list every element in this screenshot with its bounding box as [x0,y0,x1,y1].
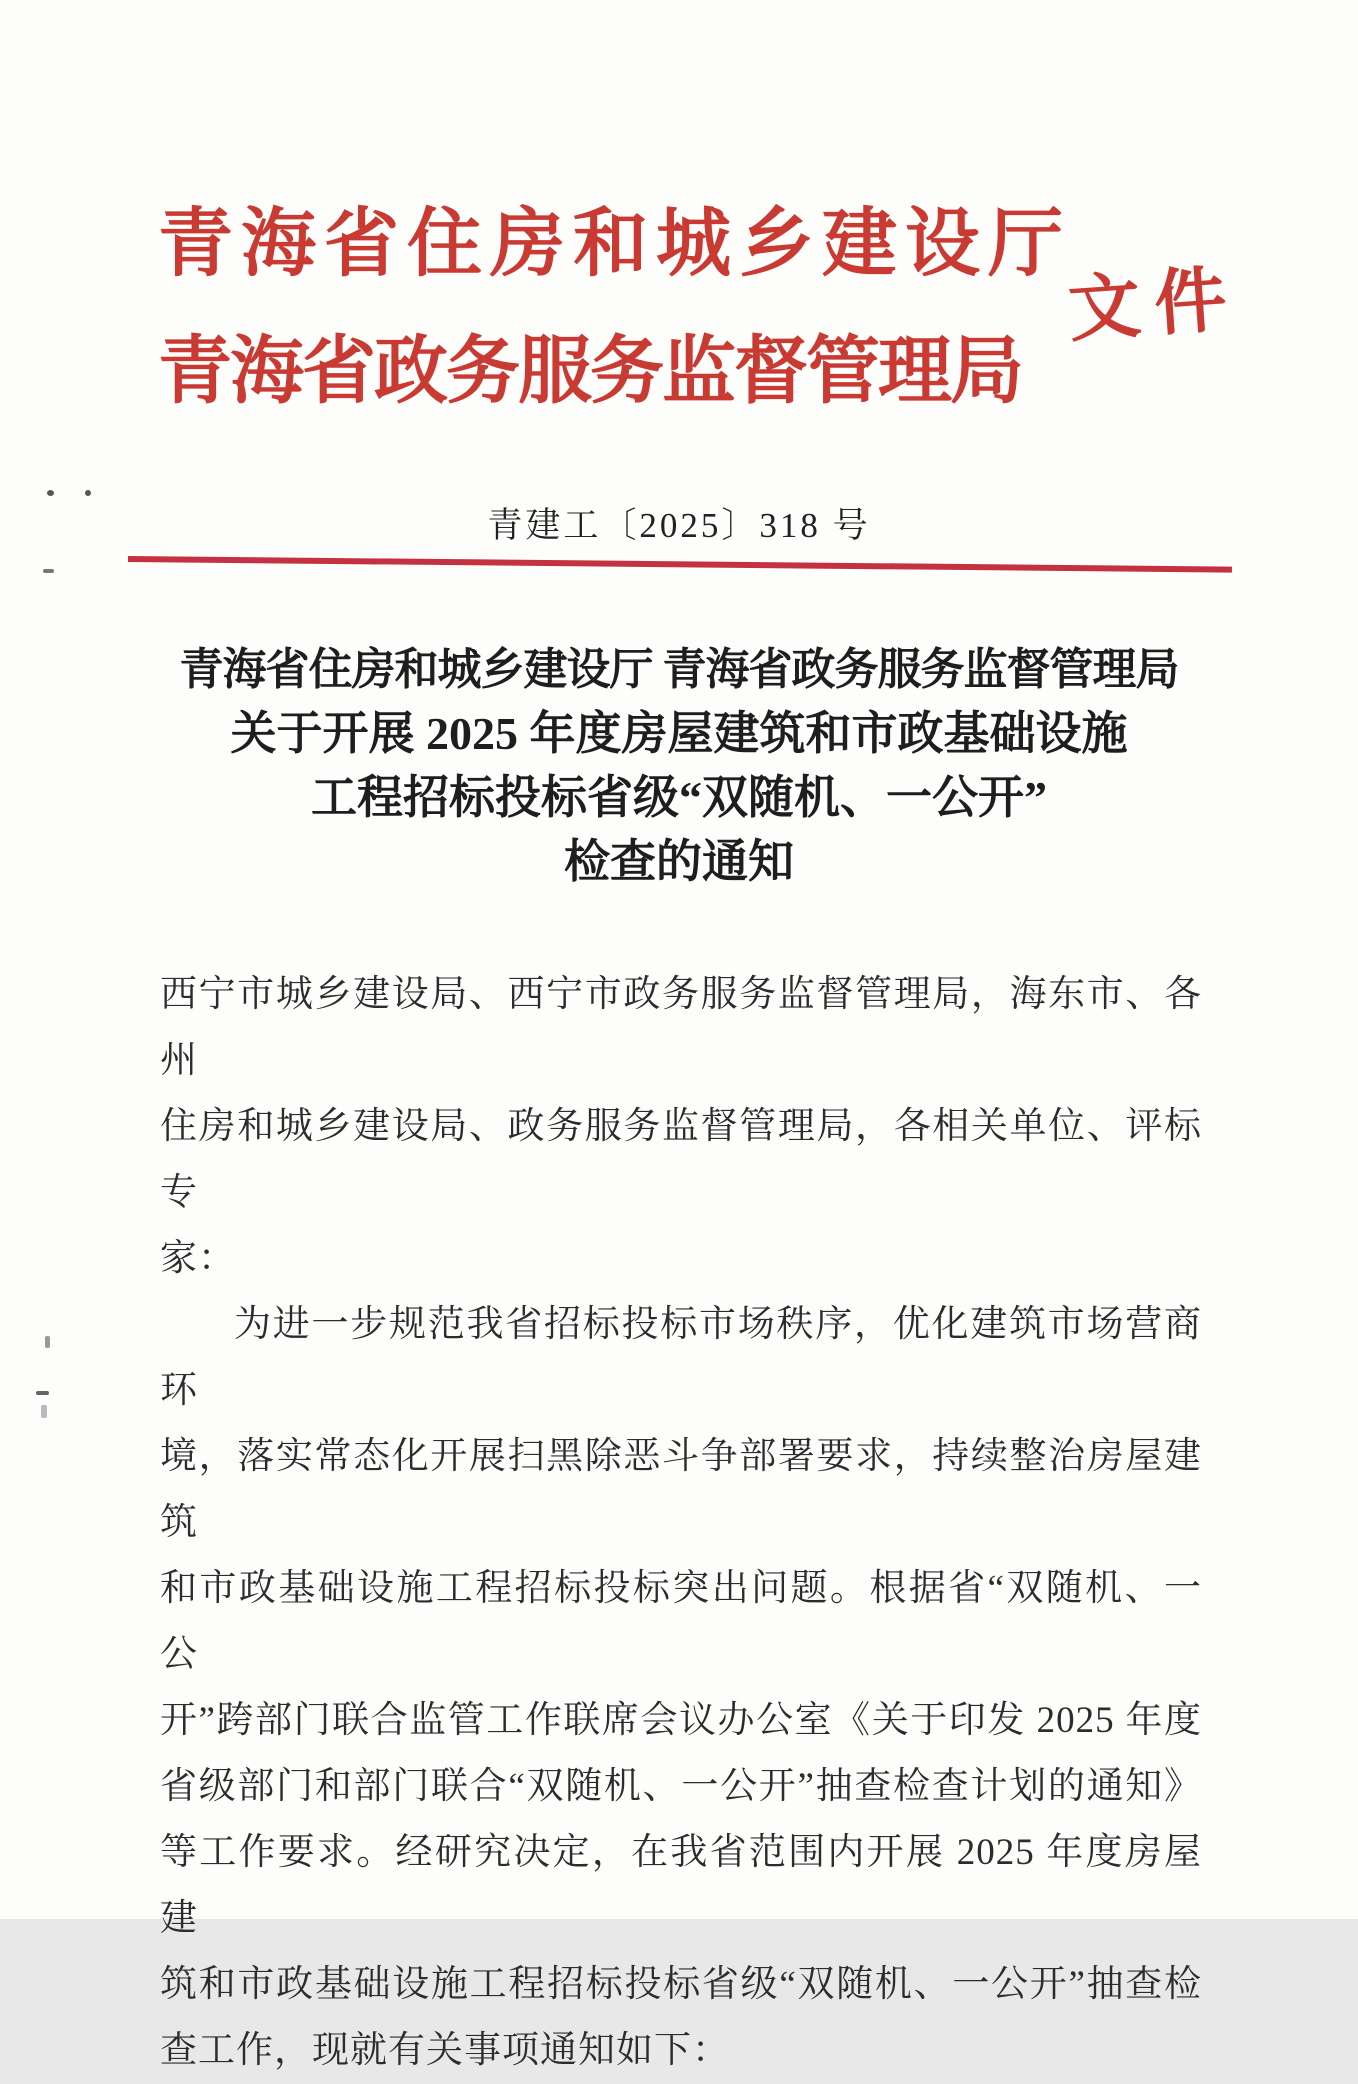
paragraph-line: 省级部门和部门联合“双随机、一公开”抽查检查计划的通知》 [160,1766,1202,1807]
agency-name-secondary: 青海省政务服务监督管理局 [158,331,1022,413]
paragraph-line: 为进一步规范我省招标投标市场秩序，优化建筑市场营商环 [160,1304,1202,1411]
scan-speck [85,490,91,496]
title-line-4: 检查的通知 [564,836,794,887]
scan-speck [36,1391,49,1395]
red-separator-line [128,556,1232,573]
salutation-line: 家： [160,1238,236,1279]
paragraph-line: 境，落实常态化开展扫黑除恶斗争部署要求，持续整治房屋建筑 [160,1436,1202,1543]
paragraph-line: 筑和市政基础设施工程招标投标省级“双随机、一公开”抽查检 [160,1964,1202,2005]
title-line-3: 工程招标投标省级“双随机、一公开” [311,772,1047,823]
paragraph-line: 和市政基础设施工程招标投标突出问题。根据省“双随机、一公 [160,1568,1202,1675]
scan-speck [43,569,54,573]
document-body [160,962,1202,2084]
document-title [0,638,1358,894]
paragraph-line: 查工作，现就有关事项通知如下： [160,2030,730,2071]
document-number: 青建工〔2025〕318 号 [487,506,871,545]
paragraph-line: 开”跨部门联合监管工作联席会议办公室《关于印发 2025 年度 [160,1700,1202,1741]
document-type-label: 文件 [1065,259,1244,351]
title-line-1: 青海省住房和城乡建设厅 青海省政务服务监督管理局 [179,645,1179,694]
title-line-2: 关于开展 2025 年度房屋建筑和市政基础设施 [230,708,1128,759]
scan-speck [47,490,54,496]
salutation-line: 西宁市城乡建设局、西宁市政务服务监督管理局，海东市、各州 [160,974,1202,1081]
salutation-line: 住房和城乡建设局、政务服务监督管理局，各相关单位、评标专 [160,1106,1202,1213]
scan-speck [45,1336,50,1348]
scan-speck [41,1405,47,1418]
paragraph-line: 等工作要求。经研究决定，在我省范围内开展 2025 年度房屋建 [160,1832,1202,1939]
agency-name-primary: 青海省住房和城乡建设厅 [158,203,1072,286]
